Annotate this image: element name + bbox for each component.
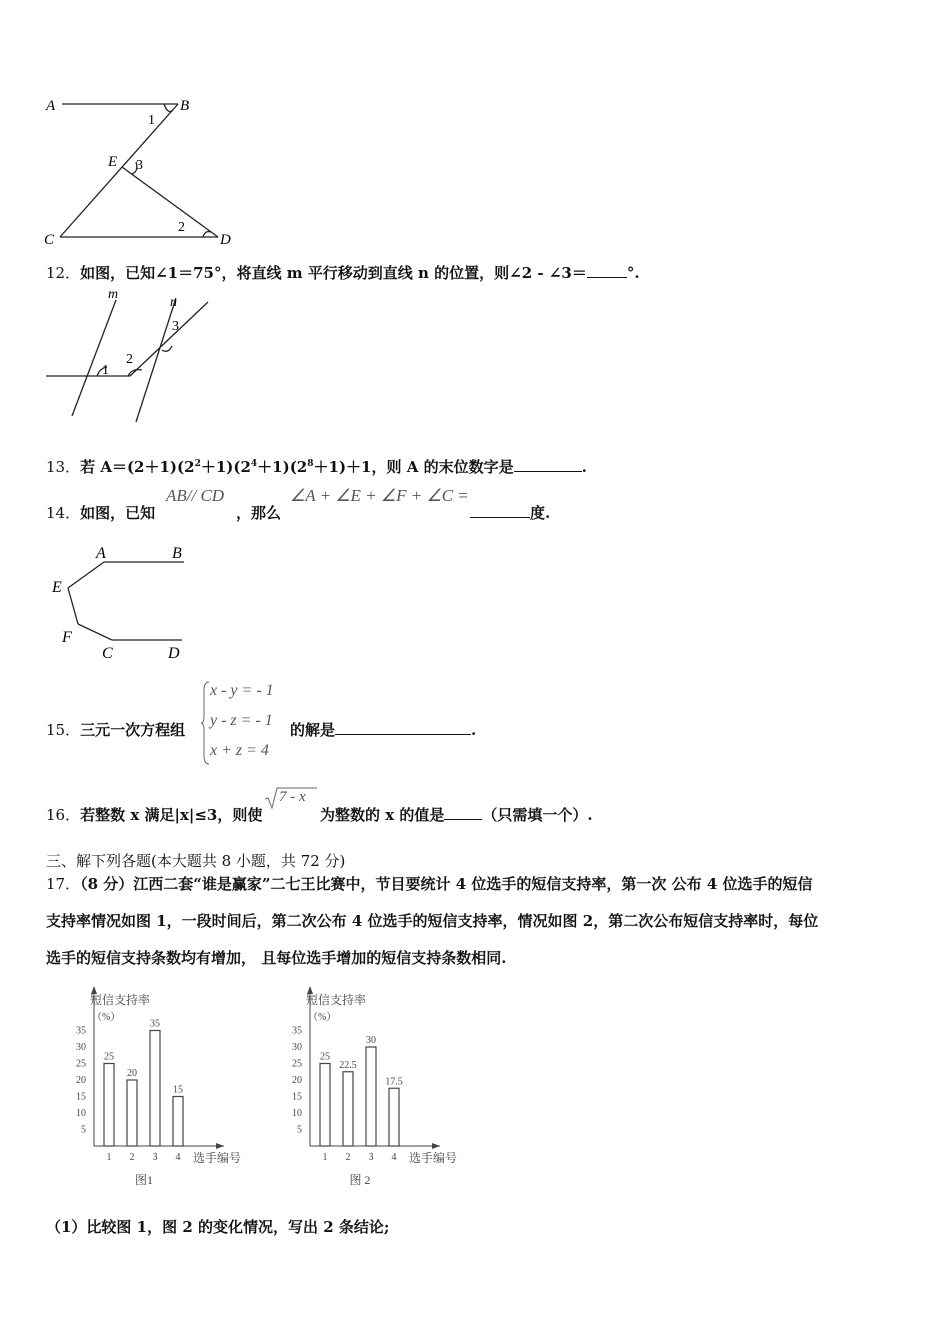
bar-value-label: 25 xyxy=(104,1051,114,1063)
angle-1: 1 xyxy=(148,113,155,128)
figure-abcd xyxy=(40,90,250,250)
bar xyxy=(173,1097,183,1147)
bar-chart-1 xyxy=(56,982,266,1192)
bar xyxy=(343,1072,353,1146)
y-tick-label: 20 xyxy=(76,1075,86,1086)
y-tick-label: 20 xyxy=(292,1075,302,1086)
y-tick-label: 25 xyxy=(76,1058,86,1070)
paragraph-line: 选手的短信支持条数均有增加， 且每位选手增加的短信支持条数相同. xyxy=(46,949,507,967)
y-tick-label: 5 xyxy=(297,1124,302,1136)
question-number: 15． xyxy=(46,721,81,739)
label-d: D xyxy=(168,645,180,662)
x-axis-arrow-icon xyxy=(432,1143,440,1149)
answer-blank[interactable] xyxy=(470,505,530,518)
x-axis-arrow-icon xyxy=(216,1143,224,1149)
expr-part: ＋1)＋1，则 A 的末位数字是 xyxy=(313,458,514,476)
y-tick-label: 25 xyxy=(292,1058,302,1070)
label-b: B xyxy=(180,98,190,114)
line-m-label: m xyxy=(108,287,119,302)
paragraph-line: 支持率情况如图 1，一段时间后，第二次公布 4 位选手的短信支持率，情况如图 2，第二次公布短信支持率时，每位 xyxy=(46,912,819,930)
question-number: 13． xyxy=(46,458,81,476)
label-c: C xyxy=(44,232,55,248)
question-text: 如图，已知∠1＝75°，将直线 m 平行移动到直线 n 的位置，则∠2 - ∠3＝ xyxy=(80,264,587,282)
label-c: C xyxy=(102,645,113,662)
x-axis-label: 选手编号 xyxy=(193,1151,242,1165)
question-text: 为整数的 x 的值是 xyxy=(320,806,445,824)
x-tick-label: 3 xyxy=(368,1152,374,1163)
question-15-tail xyxy=(290,719,476,740)
label-e: E xyxy=(108,154,118,170)
answer-blank[interactable] xyxy=(514,459,582,472)
label-e: E xyxy=(52,579,62,596)
angle-3: 3 xyxy=(172,319,179,334)
chart-caption: 图1 xyxy=(134,1173,154,1187)
y-tick-label: 15 xyxy=(76,1091,86,1103)
radicand: 7 - x xyxy=(279,789,306,805)
y-tick-label: 35 xyxy=(292,1025,302,1037)
y-tick-label: 10 xyxy=(292,1108,302,1119)
question-13 xyxy=(46,456,587,477)
line-n-label: n xyxy=(170,295,177,310)
question-tail: . xyxy=(581,458,587,476)
bar xyxy=(104,1064,114,1147)
question-tail: °. xyxy=(626,264,640,282)
x-tick-label: 4 xyxy=(175,1152,181,1163)
bar xyxy=(127,1080,137,1146)
question-number: 12． xyxy=(46,264,81,282)
question-15 xyxy=(46,719,185,740)
bar-value-label: 20 xyxy=(127,1068,137,1079)
sub-question-1: （1）比较图 1，图 2 的变化情况，写出 2 条结论; xyxy=(46,1218,390,1236)
y-axis-label: 短信支持率 xyxy=(306,993,367,1007)
label-a: A xyxy=(46,98,56,114)
bar-value-label: 15 xyxy=(173,1084,183,1096)
question-text: 如图，已知 xyxy=(80,504,156,522)
y-tick-label: 35 xyxy=(76,1025,86,1037)
bar-value-label: 30 xyxy=(366,1035,376,1046)
question-number: 17． xyxy=(46,875,81,893)
question-14-text2: ，那么 xyxy=(236,504,282,522)
question-12 xyxy=(46,262,640,283)
y-axis-label: 短信支持率 xyxy=(90,993,151,1007)
bar xyxy=(150,1031,160,1147)
bar xyxy=(366,1047,376,1146)
y-tick-label: 5 xyxy=(81,1124,86,1136)
y-axis-unit: （%） xyxy=(308,1012,337,1023)
question-14 xyxy=(46,502,155,523)
bar-value-label: 35 xyxy=(150,1018,160,1030)
label-b: B xyxy=(172,545,182,562)
equation-system xyxy=(200,680,300,766)
angle-2: 2 xyxy=(178,220,185,235)
section-title: 三、解下列各题(本大题共 8 小题，共 72 分) xyxy=(46,852,346,870)
expr-part: ＋1)(2 xyxy=(200,458,251,476)
chart-caption: 图 2 xyxy=(349,1173,371,1187)
y-tick-label: 30 xyxy=(292,1042,302,1053)
x-tick-label: 4 xyxy=(391,1152,397,1163)
y-axis-unit: （%） xyxy=(92,1012,121,1023)
exponent: 8 xyxy=(307,459,314,469)
x-tick-label: 1 xyxy=(322,1152,328,1163)
x-axis-label: 选手编号 xyxy=(409,1151,458,1165)
bar-value-label: 17.5 xyxy=(385,1076,403,1088)
formula-ab-parallel-cd: AB// CD xyxy=(166,486,225,505)
y-tick-label: 10 xyxy=(76,1108,86,1119)
angle-1: 1 xyxy=(102,363,109,378)
figure-abefcd xyxy=(46,540,196,664)
question-number: 16． xyxy=(46,806,81,824)
question-text: 若整数 x 满足|x|≤3，则使 xyxy=(80,806,263,824)
y-tick-label: 30 xyxy=(76,1042,86,1053)
question-tail: （只需填一个）. xyxy=(482,806,593,824)
equation-1: x - y = - 1 xyxy=(210,682,274,699)
bar-value-label: 22.5 xyxy=(339,1059,357,1071)
paragraph-text: （8 分）江西二套“谁是赢家”二七王比赛中，节目要统计 4 位选手的短信支持率，第一次 公布 4 位选手的短信 xyxy=(80,875,813,893)
question-17 xyxy=(46,866,906,977)
answer-blank[interactable] xyxy=(335,722,471,735)
bar-value-label: 25 xyxy=(320,1051,330,1063)
x-tick-label: 1 xyxy=(106,1152,112,1163)
question-16-tail xyxy=(320,804,593,825)
figure-parallel-lines xyxy=(40,286,220,426)
formula-angle-sum: ∠A + ∠E + ∠F + ∠C = xyxy=(290,486,469,505)
expr-part: ＋1)(2 xyxy=(257,458,308,476)
answer-blank[interactable] xyxy=(444,807,482,820)
x-tick-label: 2 xyxy=(129,1152,135,1163)
angle-3: 3 xyxy=(136,158,143,173)
x-tick-label: 2 xyxy=(345,1152,351,1163)
question-14-tail xyxy=(470,502,550,523)
bar xyxy=(320,1064,330,1147)
equation-3: x + z = 4 xyxy=(210,742,269,759)
question-tail: 度. xyxy=(530,504,551,522)
answer-blank[interactable] xyxy=(587,265,627,278)
question-number: 14． xyxy=(46,504,81,522)
question-tail: . xyxy=(471,721,477,739)
exponent: 2 xyxy=(194,459,201,469)
expr-part: 若 A＝(2＋1)(2 xyxy=(80,458,195,476)
y-tick-label: 15 xyxy=(292,1091,302,1103)
equation-2: y - z = - 1 xyxy=(210,712,273,729)
label-a: A xyxy=(96,545,106,562)
question-16 xyxy=(46,804,262,825)
paragraph-line xyxy=(46,866,906,903)
bar-chart-2 xyxy=(272,982,482,1192)
brace-icon xyxy=(200,680,210,766)
label-f: F xyxy=(62,629,72,646)
sqrt-expression xyxy=(264,786,318,810)
label-d: D xyxy=(220,232,231,248)
question-text: 三元一次方程组 xyxy=(80,721,186,739)
bar xyxy=(389,1088,399,1146)
x-tick-label: 3 xyxy=(152,1152,158,1163)
exponent: 4 xyxy=(250,459,258,469)
angle-2: 2 xyxy=(126,352,133,367)
question-text: 的解是 xyxy=(290,721,336,739)
